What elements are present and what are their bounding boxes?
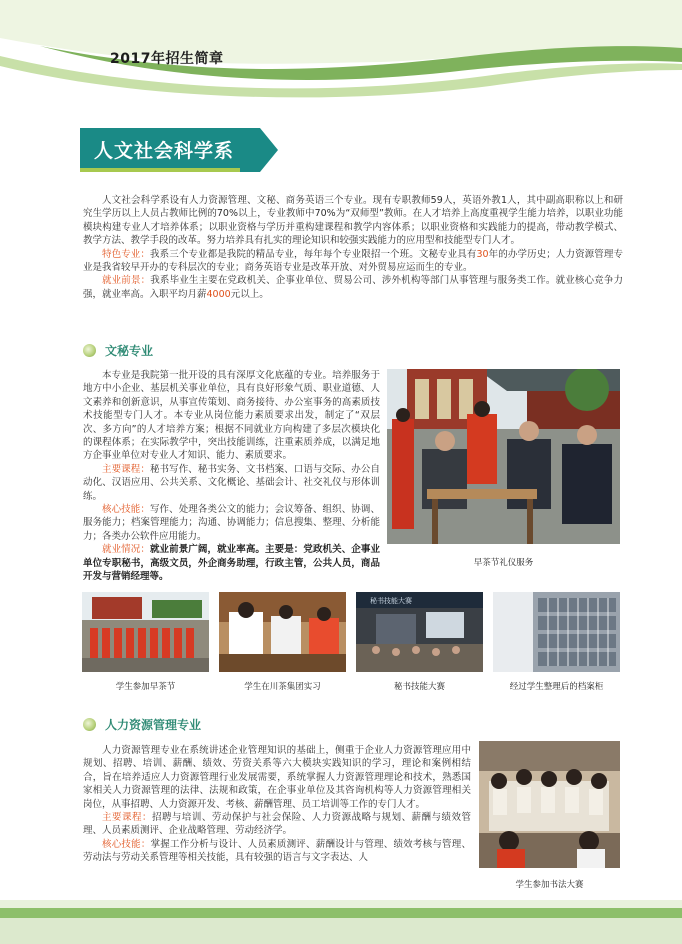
skills-text: 写作、处理各类公文的能力；会议筹备、组织、协调、服务能力；档案管理能力；沟通、协调能力；信息搜集、整理、分析能力；各类办公软件应用能力。 (83, 504, 380, 542)
prospect-text-1: 我系毕业生主要在党政机关、企事业单位、贸易公司、涉外机构等部门从事管理与服务类工作。就业核心竞争力强，就业率高。入职平均月薪 (83, 275, 623, 300)
section-title-secretary: 文秘专业 (105, 344, 154, 358)
caption-tea-service: 早茶节礼仪服务 (473, 558, 534, 568)
feature-text-1: 我系三个专业都是我院的精品专业，每年每个专业限招一个班。文秘专业具有 (150, 248, 477, 260)
intro-paragraph: 人文社会科学系设有人力资源管理、文秘、商务英语三个专业。现有专职教师59人，英语外教1人，其中副高职称以上和研究生学历以上人员占教师比例的70%以上，专业教师中70%为“双师型”教师。在人才培养上高度重视学生能力培养，以职业功能模块构建专业人才培养体系；以职业资格与学历并重构建课程和教学内容体系；以职业资格和实践能力的提高，带动教学模式、教学方法、教学手段的改革。努力培养具有扎实的理论知识和较强实践能力的应用型和技能型专门人才。 (83, 195, 623, 247)
section-bullet-icon (83, 344, 96, 357)
department-intro (83, 194, 623, 301)
section-header-hr (83, 716, 303, 734)
caption-secretary-contest: 秘书技能大赛 (393, 682, 445, 692)
employment-label: 就业情况： (102, 544, 150, 556)
caption-tea-internship: 学生在川茶集团实习 (244, 682, 321, 692)
header-title: 2017年招生简章 (110, 51, 224, 67)
caption-archive: 经过学生整理后的档案柜 (509, 682, 604, 692)
caption-tea-festival: 学生参加早茶节 (115, 682, 176, 692)
photo-tea-service (387, 369, 620, 544)
hr-body (83, 744, 471, 865)
secretary-paragraph: 本专业是我院第一批开设的具有深厚文化底蕴的专业。培养服务于地方中小企业、基层机关事业单位，具有良好形象气质、职业道德、人文素养和创新意识，从事宣传策划、商务接待、办公室事务的高素质技术技能型专门人才。本专业从岗位能力素质要求出发，制定了“双层次、多方向”的人才培养方案；根据不同就业方向构建了多层次模块化的课程体系；在实际教学中，突出技能训练，注重素质养成，以满足地方企事业单位对专业人才知识、能力、素质要求。 (83, 370, 380, 462)
photo-tea-internship (219, 592, 346, 672)
courses-text: 秘书写作、秘书实务、文书档案、口语与交际、办公自动化、汉语应用、公共关系、文化概论、基础会计、社交礼仪与形体训练。 (83, 463, 380, 502)
header-wave-decoration (0, 0, 682, 110)
prospect-paragraph (83, 274, 623, 301)
hr-courses-text: 招聘与培训、劳动保护与社会保险、人力资源战略与规划、薪酬与绩效管理、人员素质测评、企业战略管理、劳动经济学。 (83, 812, 471, 837)
hr-skills-label: 核心技能： (102, 838, 151, 850)
feature-number: 30 (476, 248, 489, 260)
contest-banner-text: 秘书技能大赛 (370, 597, 412, 605)
caption-calligraphy: 学生参加书法大赛 (515, 880, 584, 890)
photo-archive-cabinet (493, 592, 620, 672)
secretary-body (83, 369, 380, 584)
footer-decoration (0, 900, 682, 944)
skills-label: 核心技能： (102, 504, 150, 516)
section-bullet-icon (83, 718, 96, 731)
prospect-number: 4000 (206, 288, 231, 300)
feature-text-2: 年的办学历史；人力资源管理专业是我省较早开办的专科层次的专业；商务英语专业是改革开放、对外贸易应运而生的专业。 (83, 248, 623, 274)
photo-calligraphy (479, 741, 620, 868)
hr-skills-text: 掌握工作分析与设计、人员素质测评、薪酬设计与管理、绩效考核与管理、劳动法与劳动关系管理等相关技能，具有较强的语言与文字表达、人 (83, 838, 471, 864)
employment-text: 就业前景广阔，就业率高。主要是：党政机关、企事业单位专职秘书，高级文员，外企商务助理，行政主管，公共人员，商品开发与营销经理等。 (83, 544, 380, 583)
hr-paragraph: 人力资源管理专业在系统讲述企业管理知识的基础上，侧重于企业人力资源管理应用中规划、招聘、培训、薪酬、绩效、劳资关系等六大模块实践知识的学习，理论和案例相结合，旨在培养适应人力资源管理行业发展需要，系统掌握人力资源管理理论和技术，熟悉国家相关人力资源管理的法律、法规和政策，在企事业单位及其咨询机构等人力资源管理相关岗位，从事招聘、人力资源开发、考核、薪酬管理、员工培训等工作的专门人才。 (83, 745, 471, 810)
hr-courses (83, 811, 471, 838)
secretary-courses (83, 463, 380, 503)
hr-courses-label: 主要课程： (102, 812, 152, 824)
photo-tea-festival (82, 592, 209, 672)
secretary-employment (83, 543, 380, 583)
photo-secretary-contest (356, 592, 483, 672)
section-title-hr: 人力资源管理专业 (105, 718, 202, 732)
feature-label: 特色专业： (102, 248, 151, 260)
prospect-text-2: 元以上。 (230, 288, 269, 300)
courses-label: 主要课程： (102, 463, 150, 475)
section-header-secretary (83, 342, 303, 360)
secretary-skills (83, 503, 380, 543)
feature-paragraph (83, 248, 623, 275)
department-title: 人文社会科学系 (94, 140, 235, 162)
prospect-label: 就业前景： (102, 275, 151, 287)
hr-skills (83, 838, 471, 865)
